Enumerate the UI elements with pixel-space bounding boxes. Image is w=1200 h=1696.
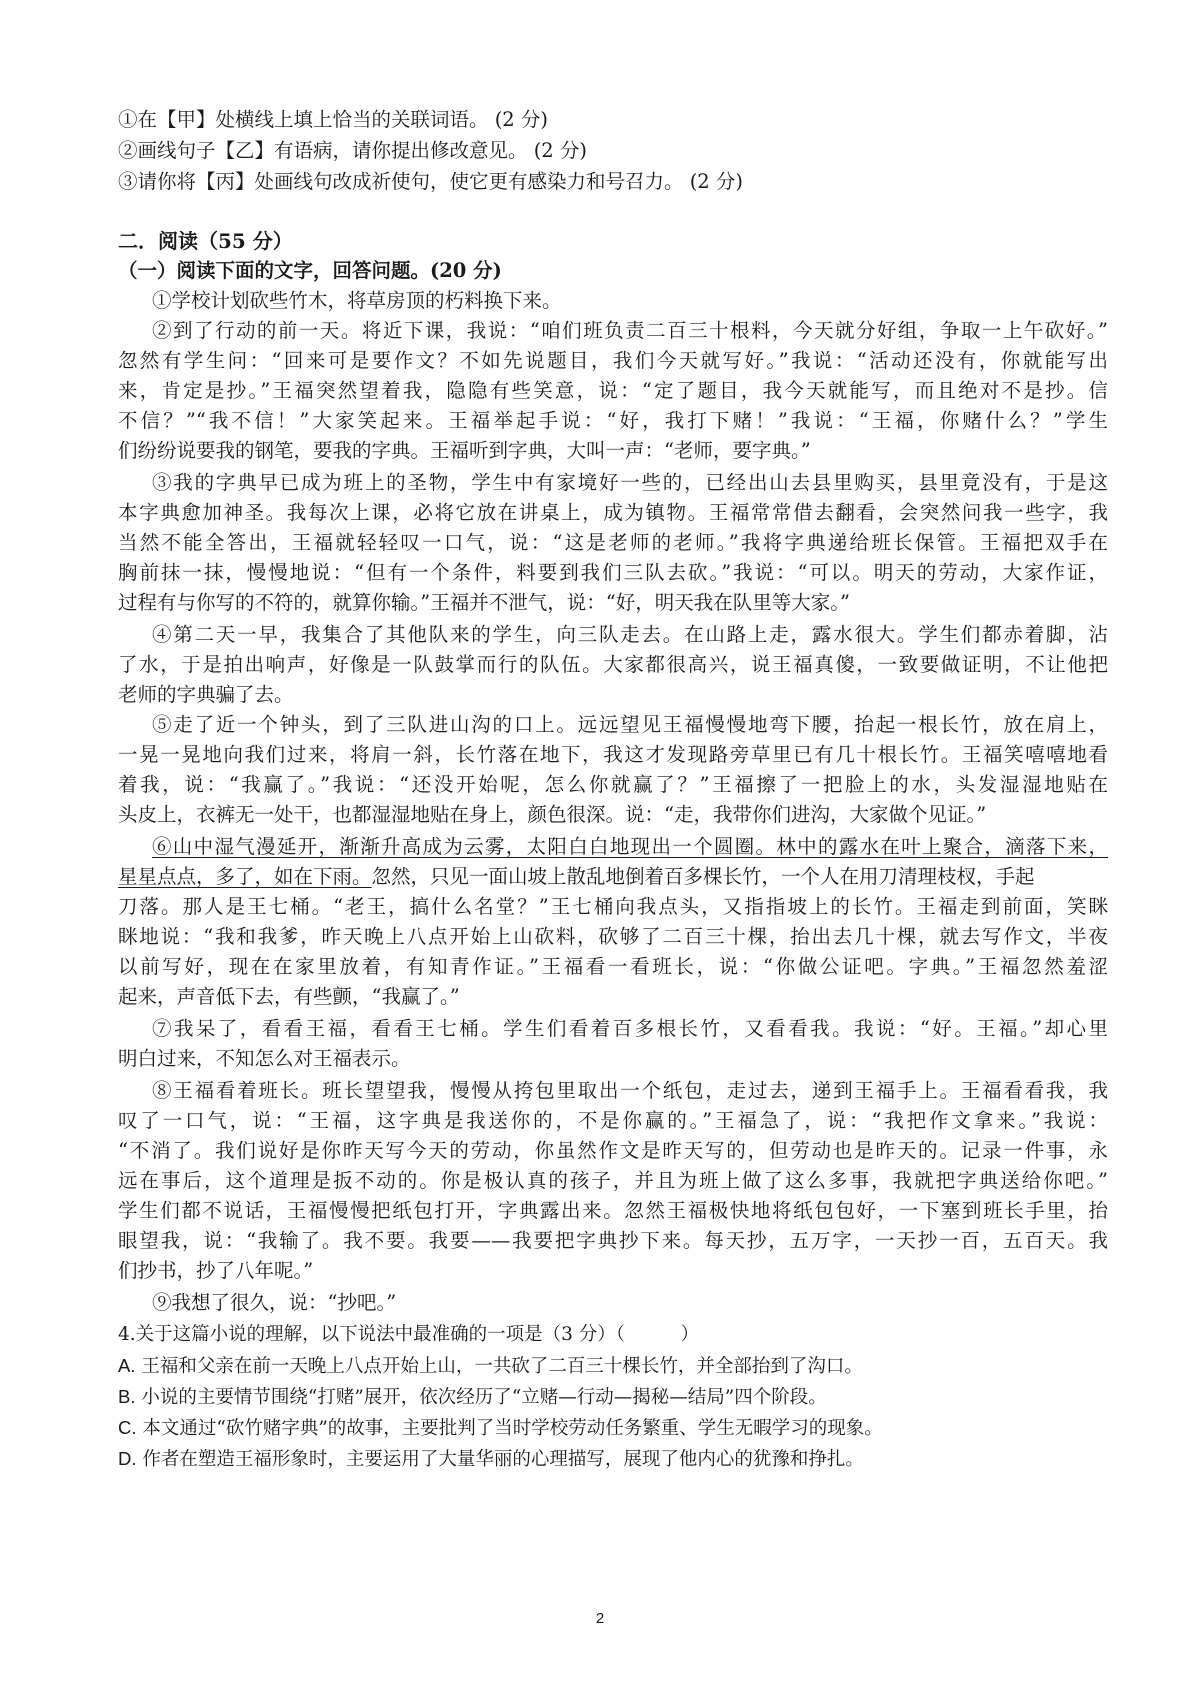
question-item: ②画线句子【乙】有语病，请你提出修改意见。 (2 分) <box>118 139 588 162</box>
passage-line: ④第二天一早，我集合了其他队来的学生，向三队走去。在山路上走，露水很大。学生们都赤着脚，沾 <box>152 623 1108 646</box>
question-item: ①在【甲】处横线上填上恰当的关联词语。 (2 分) <box>118 108 549 131</box>
page-number: 2 <box>595 1610 605 1627</box>
underlined-sentence: 星星点点，多了，如在下雨。 <box>118 865 372 888</box>
section-title: 二．阅读（55 分） <box>118 229 293 253</box>
passage-line: 起来，声音低下去，有些颤，“我赢了。” <box>118 985 460 1008</box>
passage-line: 不信？”“我不信！”大家笑起来。王福举起手说：“好，我打下赌！”我说：“王福，你赌什么？”学生 <box>118 409 1108 432</box>
answer-option-d <box>118 1446 1108 1473</box>
passage-line: 当然不能全答出，王福就轻轻叹一口气，说：“这是老师的老师。”我将字典递给班长保管。王福把双手在 <box>118 531 1108 554</box>
question-item: ③请你将【丙】处画线句改成祈使句，使它更有感染力和号召力。 (2 分) <box>118 170 744 193</box>
passage-line: 一晃一晃地向我们过来，将肩一斜，长竹落在地下，我这才发现路旁草里已有几十根长竹。王福笑嘻嘻地看 <box>118 743 1108 766</box>
option-text: 作者在塑造王福形象时，主要运用了大量华丽的心理描写，展现了他内心的犹豫和挣扎。 <box>142 1449 864 1470</box>
passage-line: 叹了一口气，说：“王福，这字典是我送你的，不是你赢的。”王福急了，说：“我把作文拿来。”我说： <box>118 1109 1108 1132</box>
passage-line: 着我，说：“我赢了。”我说：“还没开始呢，怎么你就赢了？”王福擦了一把脸上的水，头发湿湿地贴在 <box>118 773 1108 796</box>
passage-line: 过程有与你写的不符的，就算你输。”王福并不泄气，说：“好，明天我在队里等大家。” <box>118 591 850 614</box>
underlined-passage-line: ⑥山中湿气漫延开，渐渐升高成为云雾，太阳白白地现出一个圆圈。林中的露水在叶上聚合，滴落下来， <box>152 835 1108 858</box>
passage-line: 本字典愈加神圣。我每次上课，必将它放在讲桌上，成为镇物。王福常常借去翻看，会突然问我一些字，我 <box>118 501 1108 524</box>
subsection-title: （一）阅读下面的文字，回答问题。(20 分) <box>118 259 502 282</box>
passage-line: 来，肯定是抄。”王福突然望着我，隐隐有些笑意，说：“定了题目，我今天就能写，而且绝对不是抄。信 <box>118 379 1108 402</box>
passage-line: ⑤走了近一个钟头，到了三队进山沟的口上。远远望见王福慢慢地弯下腰，抬起一根长竹，放在肩上， <box>152 713 1108 736</box>
answer-option-b <box>118 1384 1108 1411</box>
passage-line <box>118 864 1108 890</box>
passage-line: 远在事后，这个道理是扳不动的。你是极认真的孩子，并且为班上做了这么多事，我就把字典送给你吧。” <box>118 1169 1108 1192</box>
passage-line: ⑨我想了很久，说：“抄吧。” <box>152 1291 397 1314</box>
passage-line: ③我的字典早已成为班上的圣物，学生中有家境好一些的，已经出山去县里购买，县里竟没有，于是这 <box>152 471 1108 494</box>
passage-line: 明白过来，不知怎么对王福表示。 <box>118 1047 411 1070</box>
option-text: 小说的主要情节围绕“打赌”展开，依次经历了“立赌—行动—揭秘—结局”四个阶段。 <box>141 1387 827 1408</box>
passage-line: ①学校计划砍些竹木，将草房顶的朽料换下来。 <box>152 289 562 312</box>
passage-line: 眼望我，说：“我输了。我不要。我要——我要把字典抄下来。每天抄，五万字，一天抄一百，五百天。我 <box>118 1229 1108 1252</box>
option-letter: A. <box>118 1355 136 1376</box>
passage-line: 头皮上，衣裤无一处干，也都湿湿地贴在身上，颜色很深。说：“走，我带你们进沟，大家做个见证。” <box>118 803 987 826</box>
answer-option-a <box>118 1353 1108 1380</box>
question-stem: 4.关于这篇小说的理解，以下说法中最准确的一项是（3 分）（ ） <box>118 1324 700 1345</box>
passage-line: ⑧王福看着班长。班长望望我，慢慢从挎包里取出一个纸包，走过去，递到王福手上。王福看看我，我 <box>152 1079 1108 1102</box>
passage-line: 眯地说：“我和我爹，昨天晚上八点开始上山砍料，砍够了二百三十棵，抬出去几十棵，就去写作文，半夜 <box>118 925 1108 948</box>
passage-line: 们纷纷说要我的钢笔，要我的字典。王福听到字典，大叫一声：“老师，要字典。” <box>118 439 811 462</box>
option-letter: D. <box>118 1448 137 1469</box>
passage-line: ⑦我呆了，看看王福，看看王七桶。学生们看着百多根长竹，又看看我。我说：“好。王福。”却心里 <box>152 1017 1108 1040</box>
passage-line: 胸前抹一抹，慢慢地说：“但有一个条件，料要到我们三队去砍。”我说：“可以。明天的劳动，大家作证， <box>118 561 1108 584</box>
passage-line: 了水，于是拍出响声，好像是一队鼓掌而行的队伍。大家都很高兴，说王福真傻，一致要做证明，不让他把 <box>118 653 1108 676</box>
passage-line: 学生们都不说话，王福慢慢把纸包打开，字典露出来。忽然王福极快地将纸包包好，一下塞到班长手里，抬 <box>118 1199 1108 1222</box>
option-text: 本文通过“砍竹赌字典”的故事，主要批判了当时学校劳动任务繁重、学生无暇学习的现象。 <box>142 1418 883 1439</box>
passage-line: 刀落。那人是王七桶。“老王，搞什么名堂？”王七桶向我点头，又指指坡上的长竹。王福走到前面，笑眯 <box>118 895 1108 918</box>
option-text: 王福和父亲在前一天晚上八点开始上山，一共砍了二百三十棵长竹，并全部抬到了沟口。 <box>141 1356 863 1377</box>
option-letter: C. <box>118 1417 137 1438</box>
passage-line: 们抄书，抄了八年呢。” <box>118 1259 314 1282</box>
passage-line: ②到了行动的前一天。将近下课，我说：“咱们班负责二百三十根料，今天就分好组，争取一上午砍好。” <box>152 319 1108 342</box>
answer-option-c <box>118 1415 1108 1442</box>
passage-line: “不消了。我们说好是你昨天写今天的劳动，你虽然作文是昨天写的，但劳动也是昨天的。记录一件事，永 <box>118 1139 1108 1162</box>
passage-line: 老师的字典骗了去。 <box>118 683 294 706</box>
sentence: 忽然，只见一面山坡上散乱地倒着百多棵长竹，一个人在用刀清理枝杈，手起 <box>371 865 1035 888</box>
option-letter: B. <box>118 1386 136 1407</box>
passage-line: 以前写好，现在在家里放着，有知青作证。”王福看一看班长，说：“你做公证吧。字典。”王福忽然羞涩 <box>118 955 1108 978</box>
passage-line: 忽然有学生问：“回来可是要作文？不如先说题目，我们今天就写好。”我说：“活动还没有，你就能写出 <box>118 349 1108 372</box>
